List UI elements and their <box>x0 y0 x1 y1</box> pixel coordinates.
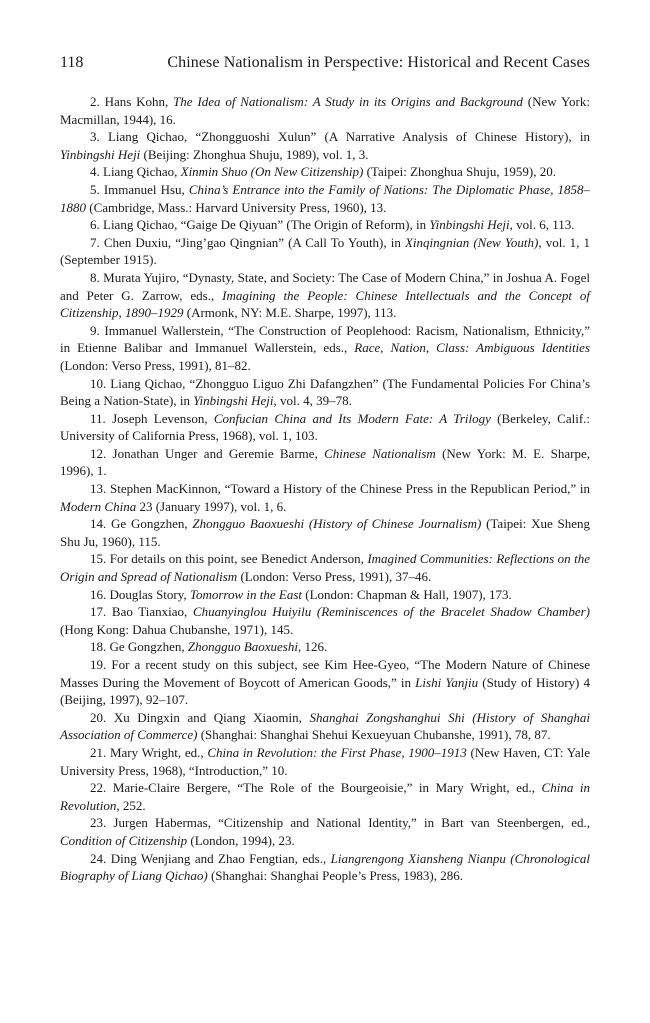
endnote <box>60 128 590 163</box>
endnote-title-italic: Xinmin Shuo (On New Citizenship) <box>180 164 364 180</box>
endnote-text: 14. Ge Gongzhen, <box>90 516 193 532</box>
endnote <box>60 744 590 779</box>
endnote-text: 20. Xu Dingxin and Qiang Xiaomin, <box>90 709 310 725</box>
endnote-text: (London: Chapman & Hall, 1907), 173. <box>302 586 512 602</box>
endnote-text: 12. Jonathan Unger and Geremie Barme, <box>90 445 325 461</box>
endnote-text: , vol. 1, 1 (September 1915). <box>60 234 590 268</box>
running-title: Chinese Nationalism in Perspective: Historical and Recent Cases <box>167 54 590 71</box>
endnote <box>60 550 590 585</box>
endnote <box>60 603 590 638</box>
endnote-title-italic: Confucian China and Its Modern Fate: A Trilogy <box>213 410 491 426</box>
endnote-text: 21. Mary Wright, ed., <box>90 744 208 760</box>
endnote-text: 3. Liang Qichao, “Zhongguoshi Xulun” (A Narrative Analysis of Chinese History), in <box>90 129 590 145</box>
endnote <box>60 515 590 550</box>
endnote-title-italic: Condition of Citizenship <box>60 832 188 848</box>
endnote-text: (Cambridge, Mass.: Harvard University Press, 1960), 13. <box>86 199 387 215</box>
endnote-text: (Study of History) 4 (Beijing, 1997), 92–107. <box>60 674 590 708</box>
endnote-title-italic: China in Revolution <box>60 780 590 813</box>
endnote <box>60 269 590 322</box>
endnote-text: 4. Liang Qichao, <box>90 164 181 180</box>
endnote <box>60 216 590 234</box>
endnote-text: 6. Liang Qichao, “Gaige De Qiyuan” (The Origin of Reform), in <box>90 217 430 233</box>
endnote-text: (Taipei: Zhonghua Shuju, 1959), 20. <box>363 164 556 180</box>
endnote-text: (Taipei: Xue Sheng Shu Ju, 1960), 115. <box>60 516 590 549</box>
endnote-text: 16. Douglas Story, <box>90 586 190 602</box>
endnote-title-italic: Yinbingshi Heji <box>60 146 141 162</box>
endnote-text: , 126. <box>297 639 328 655</box>
endnote <box>60 586 590 604</box>
endnote <box>60 779 590 814</box>
endnote-title-italic: Xinqingnian (New Youth) <box>404 234 539 250</box>
endnote-text: 23 (January 1997), vol. 1, 6. <box>136 498 287 514</box>
endnotes-list <box>60 93 590 885</box>
endnote-text: 10. Liang Qichao, “Zhongguo Liguo Zhi Dafangzhen” (The Fundamental Policies For China’s Being a Nation-State), in <box>60 375 590 409</box>
endnote-text: 2. Hans Kohn, <box>90 94 174 109</box>
endnote-title-italic: Liangrengong Xiansheng Nianpu (Chronological Biography of Liang Qichao) <box>60 850 590 884</box>
endnote <box>60 656 590 709</box>
endnote-title-italic: Zhongguo Baoxueshi (History of Chinese Journalism) <box>192 516 482 532</box>
endnote-text: 13. Stephen MacKinnon, “Toward a History of the Chinese Press in the Republican Period,” in <box>90 481 590 497</box>
endnote <box>60 709 590 744</box>
endnote <box>60 850 590 885</box>
endnote <box>60 322 590 375</box>
endnote-text: (London: Verso Press, 1991), 81–82. <box>60 357 251 373</box>
endnote-title-italic: Zhongguo Baoxueshi <box>187 639 298 655</box>
endnote <box>60 410 590 445</box>
endnote-title-italic: Chinese Nationalism <box>324 445 436 461</box>
endnote-title-italic: Shanghai Zongshanghui Shi (History of Shanghai Association of Commerce) <box>60 709 590 743</box>
endnote <box>60 814 590 849</box>
endnote-text: 11. Joseph Levenson, <box>90 410 214 426</box>
endnote-title-italic: Yinbingshi Heji <box>429 217 510 233</box>
endnote-text: 23. Jurgen Habermas, “Citizenship and National Identity,” in Bart van Steenbergen, ed., <box>90 815 590 831</box>
endnote <box>60 375 590 410</box>
endnote-text: (Shanghai: Shanghai Shehui Kexueyuan Chubanshe, 1991), 78, 87. <box>197 727 551 743</box>
endnote-text: 8. Murata Yujiro, “Dynasty, State, and Society: The Case of Modern China,” in Joshua A. Fogel and Peter G. Zarrow, eds., <box>60 269 590 303</box>
endnote-text: (Shanghai: Shanghai People’s Press, 1983), 286. <box>207 868 463 884</box>
endnote <box>60 234 590 269</box>
endnote <box>60 93 590 128</box>
endnote-text: (Berkeley, Calif.: University of California Press, 1968), vol. 1, 103. <box>60 410 591 444</box>
endnote-text: (New York: Macmillan, 1944), 16. <box>60 94 591 127</box>
endnote-title-italic: China in Revolution: the First Phase, 1900–1913 <box>207 744 467 760</box>
endnote-title-italic: Imagining the People: Chinese Intellectuals and the Concept of Citizenship, 1890–1929 <box>60 287 590 321</box>
endnote-text: 9. Immanuel Wallerstein, “The Construction of Peoplehood: Racism, Nationalism, Ethnicity,” in Etienne Balibar and Immanuel Wallerstein, eds., <box>60 322 590 356</box>
endnote-title-italic: China’s Entrance into the Family of Nations: The Diplomatic Phase, 1858–1880 <box>60 181 591 215</box>
endnote-text: 15. For details on this point, see Benedict Anderson, <box>90 551 368 567</box>
endnote-title-italic: The Idea of Nationalism: A Study in its Origins and Background <box>173 94 523 109</box>
endnote <box>60 181 590 216</box>
endnote-text: (New York: M. E. Sharpe, 1996), 1. <box>60 445 590 479</box>
endnote <box>60 163 590 181</box>
endnote-text: (London, 1994), 23. <box>187 832 295 848</box>
endnote-text: 19. For a recent study on this subject, see Kim Hee-Gyeo, “The Modern Nature of Chinese Masses During the Movement of Boycott of American Goods,” in <box>60 657 590 690</box>
endnote-title-italic: Lishi Yanjiu <box>415 674 479 690</box>
endnote-text: , 252. <box>116 797 146 813</box>
endnote <box>60 638 590 656</box>
endnote-text: 18. Ge Gongzhen, <box>90 639 188 655</box>
endnote-title-italic: Race, Nation, Class: Ambiguous Identities <box>354 340 591 356</box>
endnote-title-italic: Yinbingshi Heji <box>193 393 274 409</box>
endnote-title-italic: Tomorrow in the East <box>189 586 302 602</box>
endnote-text: (Beijing: Zhonghua Shuju, 1989), vol. 1, 3. <box>140 146 369 162</box>
endnote-text: (London: Verso Press, 1991), 37–46. <box>237 569 432 585</box>
endnote-text: 17. Bao Tianxiao, <box>90 604 193 620</box>
endnote-text: (Armonk, NY: M.E. Sharpe, 1997), 113. <box>183 305 397 321</box>
page-number: 118 <box>60 54 84 71</box>
endnote-title-italic: Modern China <box>60 498 137 514</box>
endnote-text: 7. Chen Duxiu, “Jing’gao Qingnian” (A Call To Youth), in <box>90 234 405 250</box>
running-header <box>60 54 590 76</box>
endnote-text: 24. Ding Wenjiang and Zhao Fengtian, eds., <box>90 850 331 866</box>
endnote-text: 5. Immanuel Hsu, <box>90 181 189 197</box>
endnote <box>60 445 590 480</box>
endnote-text: 22. Marie-Claire Bergere, “The Role of the Bourgeoisie,” in Mary Wright, ed., <box>90 780 542 796</box>
endnote-title-italic: Chuanyinglou Huiyilu (Reminiscences of the Bracelet Shadow Chamber) <box>192 604 590 620</box>
endnote-text: , vol. 4, 39–78. <box>273 393 352 409</box>
endnote-text: (Hong Kong: Dahua Chubanshe, 1971), 145. <box>60 621 294 637</box>
endnote-text: , vol. 6, 113. <box>509 217 575 233</box>
endnote-title-italic: Imagined Communities: Reflections on the Origin and Spread of Nationalism <box>60 551 590 585</box>
endnote <box>60 480 590 515</box>
endnote-text: (New Haven, CT: Yale University Press, 1968), “Introduction,” 10. <box>60 744 591 778</box>
